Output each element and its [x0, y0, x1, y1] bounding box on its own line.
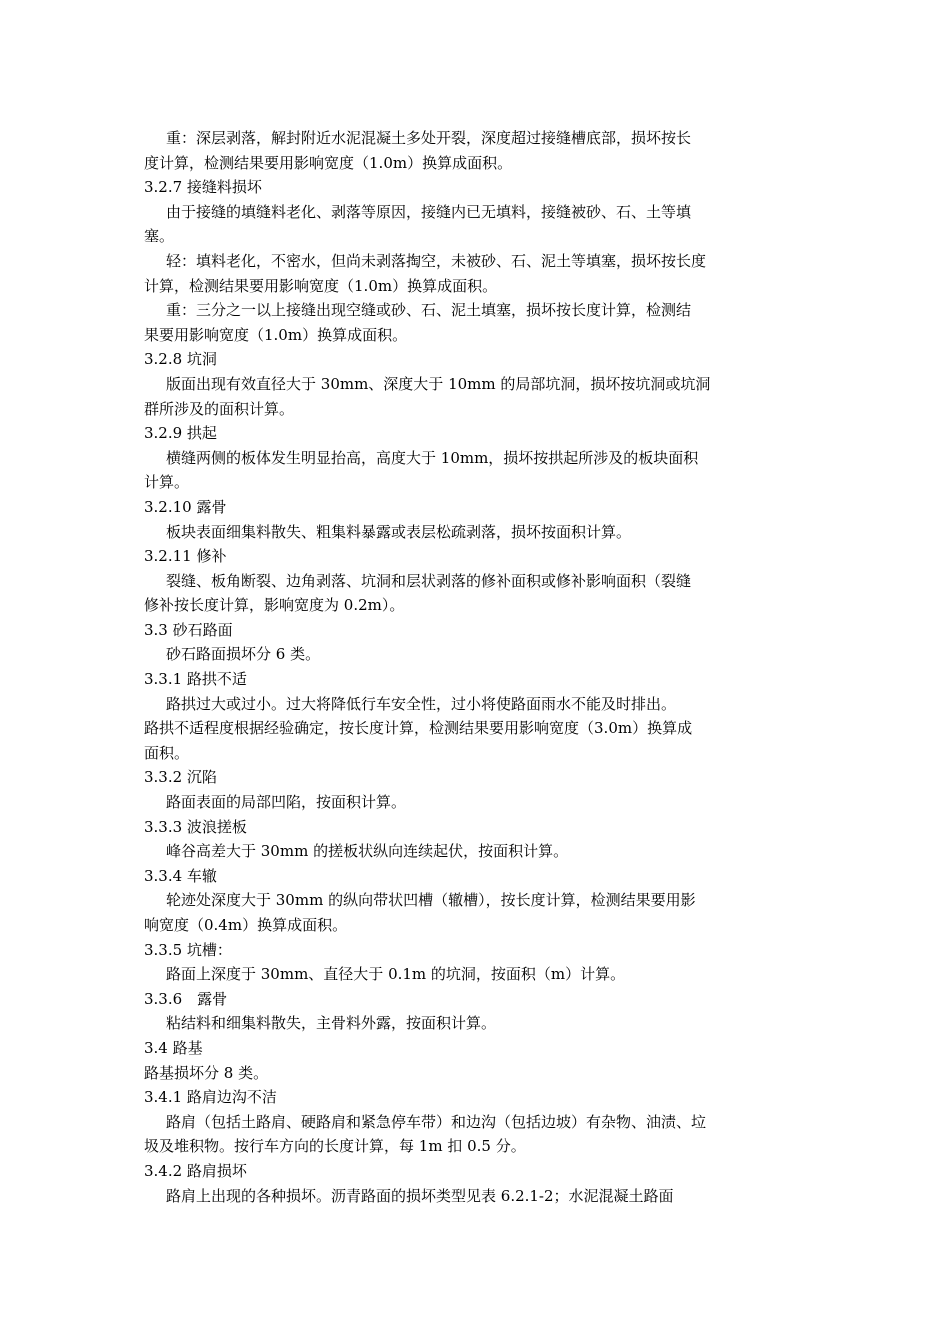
section-heading: 3.3.1 路拱不适	[144, 670, 247, 689]
section-heading: 3.3.6 露骨	[144, 989, 228, 1008]
text-line: 版面出现有效直径大于 30mm、深度大于 10mm 的局部坑洞，损坏按坑洞或坑洞	[166, 374, 711, 393]
text-line: 峰谷高差大于 30mm 的搓板状纵向连续起伏，按面积计算。	[166, 842, 569, 861]
text-line: 路面上深度于 30mm、直径大于 0.1m 的坑洞，按面积（m）计算。	[166, 965, 626, 984]
text-line: 粘结料和细集料散失，主骨料外露，按面积计算。	[166, 1014, 497, 1033]
text-line: 圾及堆积物。按行车方向的长度计算，每 1m 扣 0.5 分。	[144, 1137, 526, 1156]
text-line: 轻：填料老化，不密水，但尚未剥落掏空，未被砂、石、泥土等填塞，损坏按长度	[166, 251, 707, 270]
text-line: 路基损坏分 8 类。	[144, 1063, 269, 1082]
section-heading: 3.2.11 修补	[144, 547, 227, 566]
text-line: 响宽度（0.4m）换算成面积。	[144, 916, 348, 934]
text-line: 砂石路面损坏分 6 类。	[166, 645, 321, 664]
text-line: 裂缝、板角断裂、边角剥落、坑洞和层状剥落的修补面积或修补影响面积（裂缝	[166, 571, 692, 590]
section-heading: 3.4 路基	[144, 1038, 203, 1057]
text-line: 板块表面细集料散失、粗集料暴露或表层松疏剥落，损坏按面积计算。	[166, 522, 632, 541]
document-body	[144, 126, 808, 1208]
section-heading: 3.3.4 车辙	[144, 866, 217, 885]
section-heading: 3.2.9 拱起	[144, 424, 217, 443]
section-heading: 3.2.8 坑洞	[144, 350, 217, 369]
text-line: 果要用影响宽度（1.0m）换算成面积。	[144, 325, 408, 344]
text-line: 计算。	[144, 473, 190, 492]
text-line: 修补按长度计算，影响宽度为 0.2m）。	[144, 596, 405, 615]
text-line: 路肩（包括土路肩、硬路肩和紧急停车带）和边沟（包括边坡）有杂物、油渍、垃	[166, 1112, 707, 1131]
section-heading: 3.4.1 路肩边沟不洁	[144, 1088, 277, 1107]
text-line: 群所涉及的面积计算。	[144, 399, 295, 418]
section-heading: 3.3.5 坑槽：	[144, 940, 232, 959]
section-heading: 3.4.2 路肩损坏	[144, 1161, 247, 1180]
text-line: 重：三分之一以上接缝出现空缝或砂、石、泥土填塞，损坏按长度计算，检测结	[166, 301, 692, 320]
section-heading: 3.2.10 露骨	[144, 497, 227, 516]
text-line: 计算，检测结果要用影响宽度（1.0m）换算成面积。	[144, 276, 498, 295]
text-line: 路肩上出现的各种损坏。沥青路面的损坏类型见表 6.2.1-2；水泥混凝土路面	[166, 1186, 674, 1205]
section-heading: 3.3.3 波浪搓板	[144, 817, 247, 836]
text-line: 路拱过大或过小。过大将降低行车安全性，过小将使路面雨水不能及时排出。	[166, 694, 677, 713]
text-line: 塞。	[144, 227, 175, 246]
text-line: 重：深层剥落，解封附近水泥混凝土多处开裂，深度超过接缝槽底部，损坏按长	[166, 129, 692, 147]
text-line: 轮迹处深度大于 30mm 的纵向带状凹槽（辙槽），按长度计算，检测结果要用影	[166, 891, 696, 910]
text-line: 由于接缝的填缝料老化、剥落等原因，接缝内已无填料，接缝被砂、石、土等填	[166, 202, 692, 221]
section-heading: 3.3.2 沉陷	[144, 768, 217, 787]
text-line: 面积。	[144, 743, 190, 762]
text-line: 度计算，检测结果要用影响宽度（1.0m）换算成面积。	[144, 153, 513, 172]
section-heading: 3.3 砂石路面	[144, 620, 233, 639]
text-line: 路拱不适程度根据经验确定，按长度计算，检测结果要用影响宽度（3.0m）换算成	[144, 719, 693, 738]
text-line: 横缝两侧的板体发生明显抬高，高度大于 10mm，损坏按拱起所涉及的板块面积	[166, 448, 699, 467]
section-heading: 3.2.7 接缝料损坏	[144, 178, 262, 197]
text-line: 路面表面的局部凹陷，按面积计算。	[166, 793, 407, 812]
